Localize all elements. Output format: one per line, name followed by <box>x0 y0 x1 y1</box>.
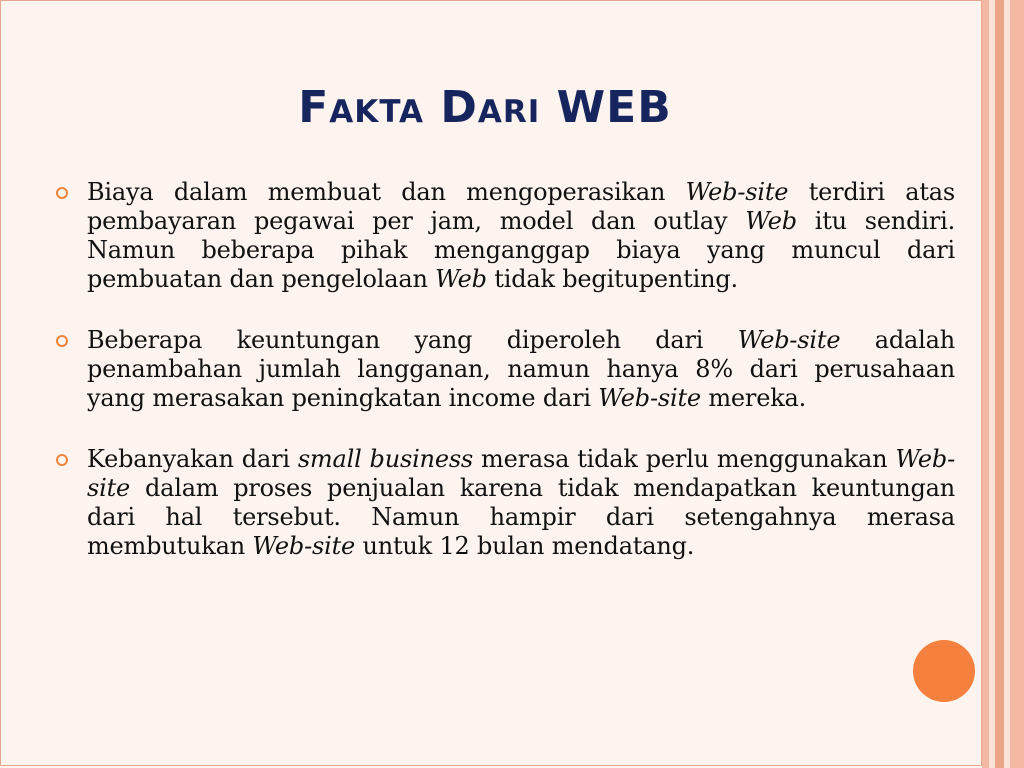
text-run: Beberapa keuntungan yang diperoleh dari <box>87 326 738 354</box>
slide-title: Fakta Dari WEB <box>298 82 672 133</box>
italic-text-run: Web-site <box>685 178 789 206</box>
stripe <box>995 0 1004 768</box>
text-run: adalah penambahan jumlah langganan, namun hanya 8% dari perusahaan yang merasakan peningkatan income dari <box>87 326 955 412</box>
italic-text-run: Web-site <box>252 532 356 560</box>
italic-text-run: Web-site <box>598 384 701 412</box>
bullet-item <box>50 326 955 413</box>
hollow-circle-bullet-icon <box>56 187 68 199</box>
stripe <box>982 0 989 768</box>
bullet-list <box>50 178 955 593</box>
text-run: terdiri atas pembayaran pegawai per jam, model dan outlay <box>87 178 956 235</box>
bullet-text <box>87 178 955 294</box>
text-run: untuk 12 bulan mendatang. <box>355 532 695 560</box>
italic-text-run: Web <box>745 207 797 235</box>
italic-text-run: Web-site <box>87 445 956 502</box>
text-run: itu sendiri. Namun beberapa pihak menganggap biaya yang muncul dari pembuatan dan pengelolaan <box>87 207 955 293</box>
text-run: merasa tidak perlu menggunakan <box>473 445 896 473</box>
italic-text-run: Web <box>435 265 487 293</box>
text-run: mereka. <box>700 384 807 412</box>
bullet-item <box>50 178 955 294</box>
text-run: tidak begitupenting. <box>486 265 738 293</box>
text-run: Biaya dalam membuat dan mengoperasikan <box>87 178 686 206</box>
orange-circle-icon <box>913 640 975 702</box>
hollow-circle-bullet-icon <box>56 454 68 466</box>
bullet-text <box>87 326 955 413</box>
bullet-item <box>50 445 955 561</box>
stripe <box>1010 0 1024 768</box>
italic-text-run: small business <box>297 445 474 473</box>
text-run: Kebanyakan dari <box>87 445 298 473</box>
decorative-stripes <box>982 0 1024 768</box>
hollow-circle-bullet-icon <box>56 335 68 347</box>
text-run: dalam proses penjualan karena tidak mendapatkan keuntungan dari hal tersebut. Namun hampir dari setengahnya merasa membutukan <box>87 474 955 560</box>
italic-text-run: Web-site <box>737 326 841 354</box>
bullet-text <box>87 445 955 561</box>
